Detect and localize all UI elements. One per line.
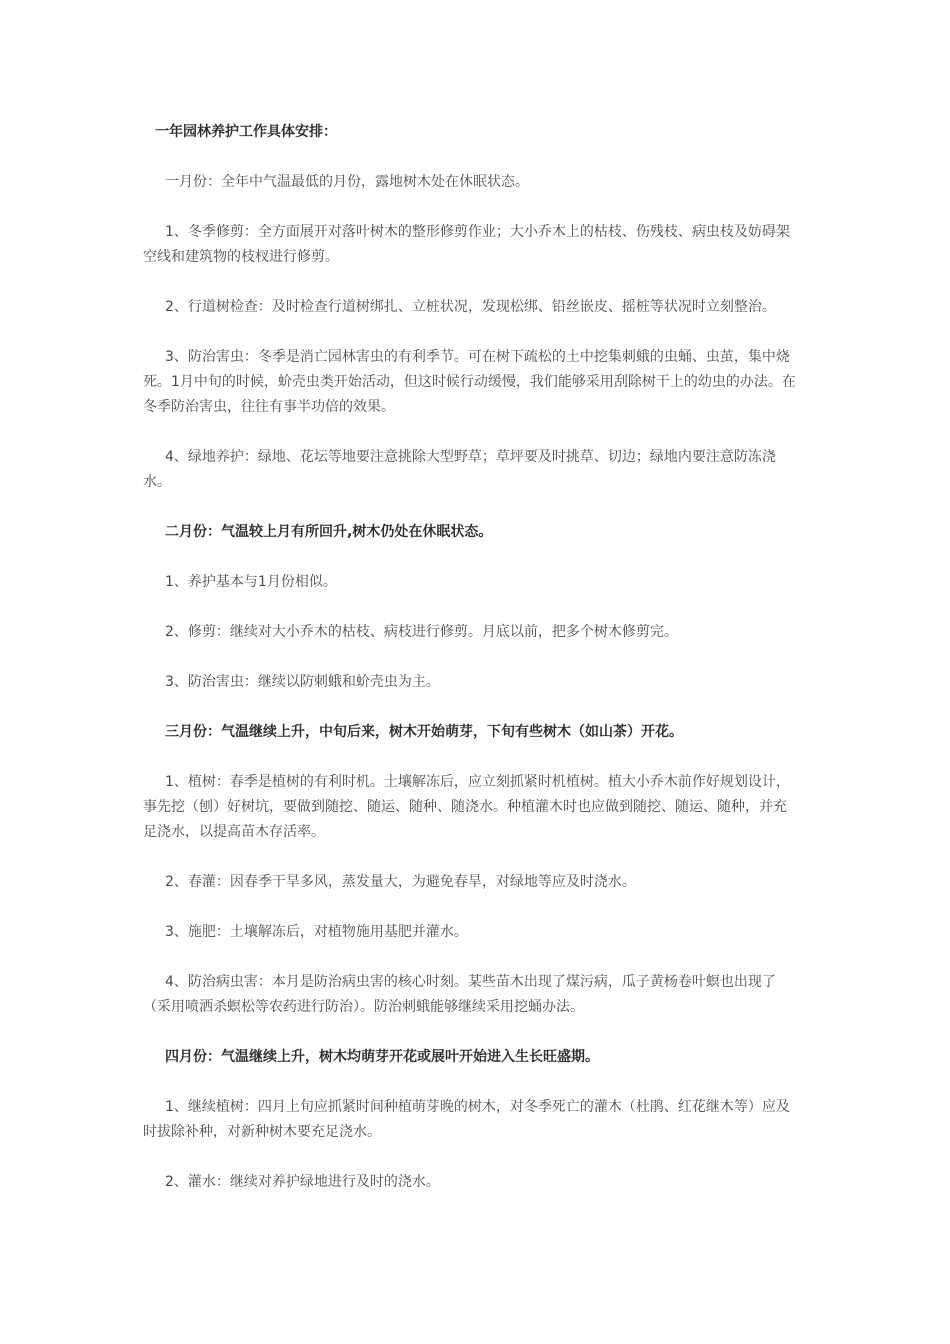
document-page (143, 120, 798, 1195)
paragraph-mar-1: 1、植树：春季是植树的有利时机。土壤解冻后，应立刻抓紧时机植树。植大小乔木前作好规划设计，事先挖（刨）好树坑，要做到随挖、随运、随种、随浇水。种植灌木时也应做到随挖、随运、随种，并充足浇水，以提高苗木存活率。 (143, 774, 790, 840)
paragraph-jan-2: 2、行道树检查：及时检查行道树绑扎、立桩状况，发现松绑、铅丝嵌皮、摇桩等状况时立刻整治。 (165, 299, 776, 315)
paragraph-mar-4: 4、防治病虫害：本月是防治病虫害的核心时刻。某些苗木出现了煤污病，瓜子黄杨卷叶螟也出现了（采用喷洒杀螟松等农药进行防治）。防治刺蛾能够继续采用挖蛹办法。 (143, 974, 776, 1015)
paragraph-feb-3: 3、防治害虫：继续以防刺蛾和蚧壳虫为主。 (165, 674, 440, 690)
paragraph-mar-3: 3、施肥：土壤解冻后，对植物施用基肥并灌水。 (165, 924, 468, 940)
paragraph-apr-2: 2、灌水：继续对养护绿地进行及时的浇水。 (165, 1174, 440, 1190)
paragraph-jan-3: 3、防治害虫：冬季是消亡园林害虫的有利季节。可在树下疏松的土中挖集刺蛾的虫蛹、虫茧，集中烧死。1月中旬的时候，蚧壳虫类开始活动，但这时候行动缓慢，我们能够采用刮除树干上的幼虫的办法。在冬季防治害虫，往往有事半功倍的效果。 (143, 349, 796, 415)
paragraph-feb-1: 1、养护基本与1月份相似。 (165, 574, 337, 590)
paragraph-apr-1: 1、继续植树：四月上旬应抓紧时间种植萌芽晚的树木，对冬季死亡的灌木（杜鹃、红花继木等）应及时拔除补种，对新种树木要充足浇水。 (143, 1099, 790, 1140)
section-heading-feb: 二月份：气温较上月有所回升,树木仍处在休眠状态。 (165, 524, 493, 540)
section-heading-mar: 三月份：气温继续上升，中旬后来，树木开始萌芽，下旬有些树木（如山茶）开花。 (165, 724, 683, 740)
document-title: 一年园林养护工作具体安排： (155, 124, 337, 140)
paragraph-jan-1: 1、冬季修剪：全方面展开对落叶树木的整形修剪作业；大小乔木上的枯枝、伤残枝、病虫枝及妨碍架空线和建筑物的枝杈进行修剪。 (143, 224, 790, 265)
paragraph-jan-intro: 一月份：全年中气温最低的月份，露地树木处在休眠状态。 (165, 174, 529, 190)
section-heading-apr: 四月份：气温继续上升，树木均萌芽开花或展叶开始进入生长旺盛期。 (165, 1049, 599, 1065)
paragraph-feb-2: 2、修剪：继续对大小乔木的枯枝、病枝进行修剪。月底以前，把多个树木修剪完。 (165, 624, 678, 640)
paragraph-mar-2: 2、春灌：因春季干旱多风，蒸发量大，为避免春旱，对绿地等应及时浇水。 (165, 874, 636, 890)
paragraph-jan-4: 4、绿地养护：绿地、花坛等地要注意挑除大型野草；草坪要及时挑草、切边；绿地内要注意防冻浇水。 (143, 449, 776, 490)
